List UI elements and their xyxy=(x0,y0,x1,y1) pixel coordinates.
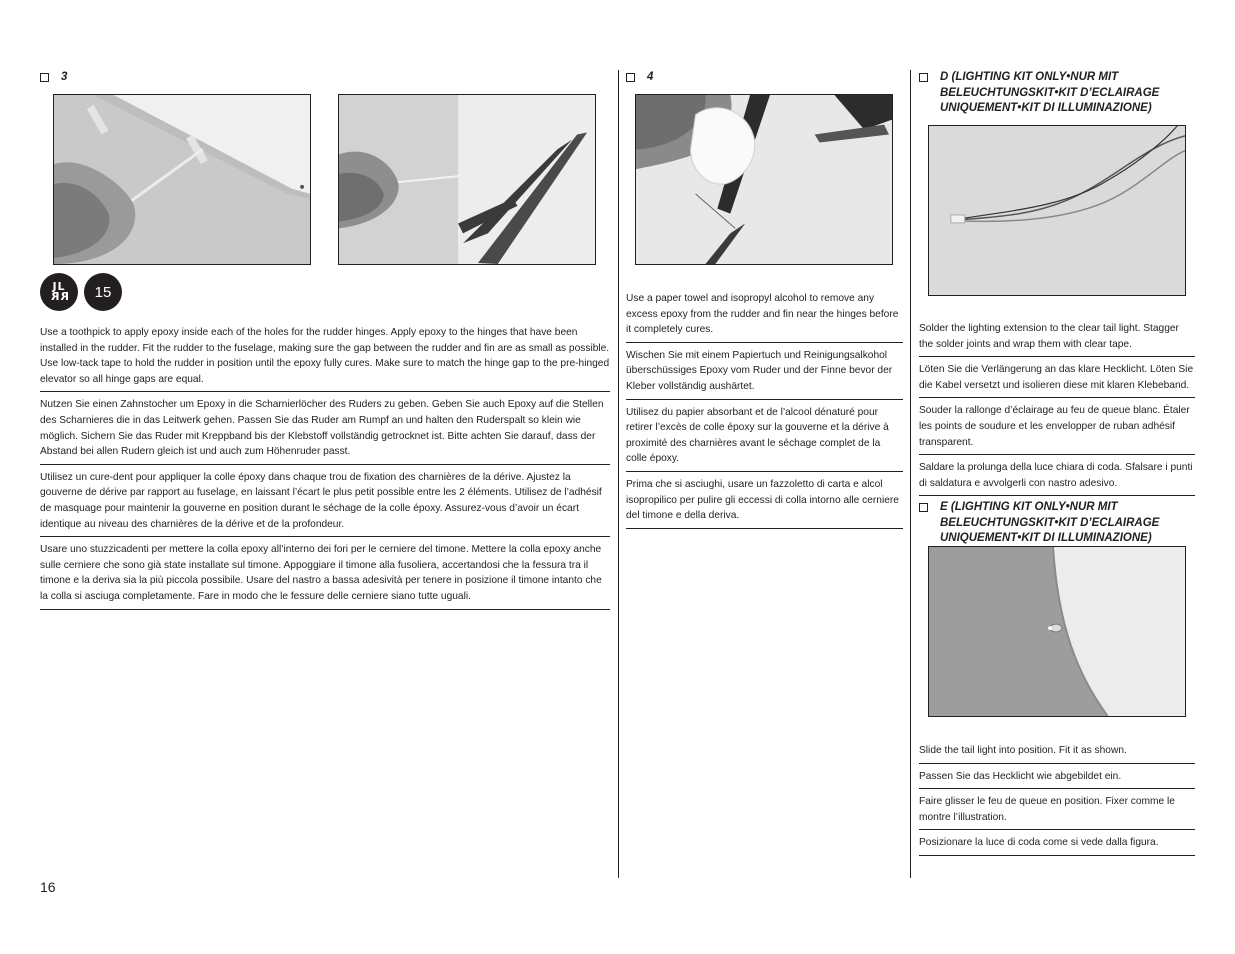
checkbox-icon[interactable] xyxy=(626,73,635,82)
column-divider xyxy=(618,70,619,878)
step-e-instructions xyxy=(919,740,1195,856)
column-divider xyxy=(910,70,911,878)
step-3-instructions xyxy=(40,322,610,610)
photo-rudder-fin-hinge xyxy=(338,94,596,265)
instruction-en: Use a toothpick to apply epoxy inside each of the holes for the rudder hinges. Apply epoxy to the hinges that have been installed in the rudder. Fit the rudder to the fuselage, making sure the gap between the rudder and fin are as small as possible. Use low-tack tape to hold the rudder in position until the epoxy fully cures. Make sure to match the hinge gap to the pre-hinged elevator so all hinge gaps are equal. xyxy=(40,322,610,392)
jr-logo-badge: JL RR xyxy=(40,273,78,311)
checkbox-icon[interactable] xyxy=(919,503,928,512)
photo-tail-light-installed xyxy=(928,546,1186,717)
step-4-heading: 4 xyxy=(626,70,903,86)
instruction-fr: Faire glisser le feu de queue en position. Fixer comme le montre l’illustration. xyxy=(919,789,1195,830)
step-3-heading: 3 xyxy=(40,70,610,86)
page-number: 16 xyxy=(40,879,56,895)
instruction-de: Passen Sie das Hecklicht wie abgebildet ein. xyxy=(919,764,1195,790)
step-4-instructions xyxy=(626,288,903,529)
step-d-heading: D (LIGHTING KIT ONLY•NUR MIT BELEUCHTUNGSKIT•KIT D’ECLAIRAGE UNIQUEMENT•KIT DI ILLUMINAZIONE) xyxy=(919,70,1195,117)
checkbox-icon[interactable] xyxy=(919,73,928,82)
step-e-heading: E (LIGHTING KIT ONLY•NUR MIT BELEUCHTUNGSKIT•KIT D’ECLAIRAGE UNIQUEMENT•KIT DI ILLUMINAZIONE) xyxy=(919,500,1195,547)
step-d-instructions xyxy=(919,318,1195,547)
column-step-d xyxy=(919,70,1195,117)
instruction-en: Use a paper towel and isopropyl alcohol to remove any excess epoxy from the rudder and fin near the hinges before it completely cures. xyxy=(626,288,903,343)
instruction-it: Saldare la prolunga della luce chiara di coda. Sfalsare i punti di saldatura e avvolgerli con nastro adesivo. xyxy=(919,455,1195,496)
instruction-it: Posizionare la luce di coda come si vede dalla figura. xyxy=(919,830,1195,856)
checkbox-icon[interactable] xyxy=(40,73,49,82)
instruction-de: Wischen Sie mit einem Papiertuch und Reinigungsalkohol überschüssiges Epoxy vom Ruder und der Finne bevor der Kleber vollständig aushärtet. xyxy=(626,343,903,400)
column-step-3 xyxy=(40,70,610,86)
cure-time-badge: 15 xyxy=(84,273,122,311)
photo-solder-tail-light xyxy=(928,125,1186,296)
instruction-it: Usare uno stuzzicadenti per mettere la colla epoxy all’interno dei fori per le cerniere del timone. Mettere la colla epoxy anche sulle cerniere che sono già state installate sul timone. Appoggiare il timone alla fusoliera, accertandosi che la fessura tra il timone e la deriva sia la più piccola possibile. Usare del nastro a bassa adesività per tenere in posizione il timone intanto che la colla si asciuga completamente. Fare in modo che le fessure delle cerniere siano tutte uguali. xyxy=(40,537,610,609)
instruction-de: Nutzen Sie einen Zahnstocher um Epoxy in die Scharnierlöcher des Ruders zu geben. Geben Sie auch Epoxy auf die Stellen des Scharnieres die in das Leitwerk gehen. Passen Sie das Ruder am Rumpf an und halten den Ruderspalt so klein wie möglich. Sichern Sie das Ruder mit Kreppband bis der Klebstoff vollständig getrocknet ist. Bitte achten Sie darauf, dass der Abstand bei allen Rudern gleich ist und auch zum Höhenruder passt. xyxy=(40,392,610,464)
instruction-fr: Souder la rallonge d’éclairage au feu de queue blanc. Étaler les points de soudure et les envelopper de ruban adhésif transparent. xyxy=(919,398,1195,455)
instruction-de: Löten Sie die Verlängerung an das klare Hecklicht. Löten Sie die Kabel versetzt und isolieren diese mit klaren Klebeband. xyxy=(919,357,1195,398)
instruction-fr: Utilisez du papier absorbant et de l’alcool dénaturé pour retirer l’excès de colle époxy sur la gouverne et la dérive à proximité des charnières avant le séchage complet de la colle époxy. xyxy=(626,400,903,472)
tool-badges xyxy=(40,273,122,311)
column-step-4 xyxy=(626,70,903,86)
instruction-en: Solder the lighting extension to the clear tail light. Stagger the solder joints and wrap them with clear tape. xyxy=(919,318,1195,357)
photo-wipe-excess-epoxy xyxy=(635,94,893,265)
photo-rudder-hinge-holes xyxy=(53,94,311,265)
instruction-it: Prima che si asciughi, usare un fazzoletto di carta e alcol isopropilico per pulire gli eccessi di colla intorno alle cerniere del timone e della deriva. xyxy=(626,472,903,529)
instruction-fr: Utilisez un cure-dent pour appliquer la colle époxy dans chaque trou de fixation des charnières de la dérive. Ajustez la gouverne de dérive par rapport au fuselage, en laissant l’écart le plus petit possible entre les 2 éléments. Utilisez de l’adhésif de masquage pour maintenir la gouverne en position durant le séchage de la colle époxy. Assurez-vous d’avoir un écart identique au niveau des charnières de la dérive et de la profondeur. xyxy=(40,465,610,537)
instruction-en: Slide the tail light into position. Fit it as shown. xyxy=(919,740,1195,764)
